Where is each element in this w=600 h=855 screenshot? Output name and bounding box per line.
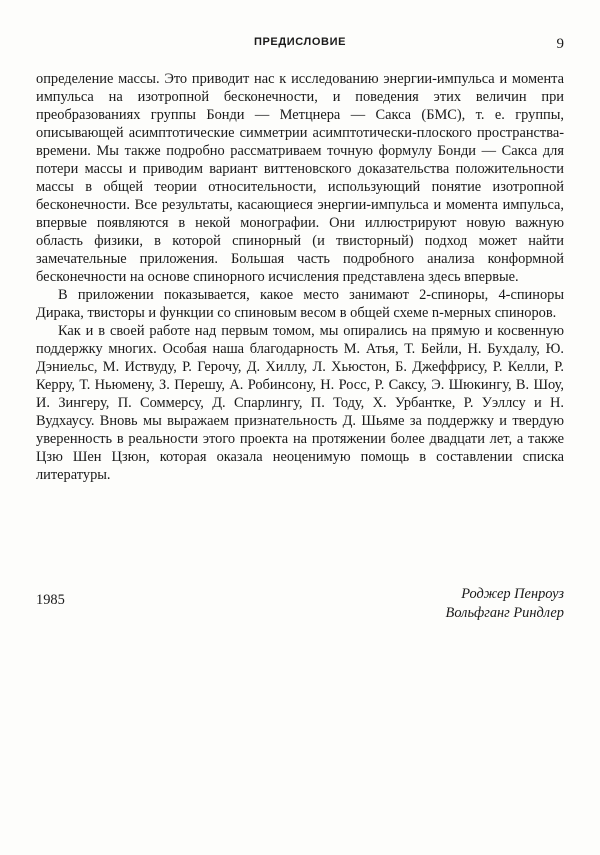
body-text [36, 70, 564, 484]
paragraph-continued: определение массы. Это приводит нас к исследованию энергии-импульса и момента импульса на изотропной бесконечности, и поведения этих величин при преобразованиях группы Бонди — Метцнера — Сакса (БМС), т. е. группы, описывающей асимптотические симметрии асимптотически-плоского пространства-времени. Мы также подробно рассматриваем точную формулу Бонди — Сакса для потери массы и приводим вариант виттеновского доказательства положительности массы в общей теории относительности, использующий понятие изотропной бесконечности. Все результаты, касающиеся энергии-импульса и момента импульса, впервые появляются в некой монографии. Они иллюстрируют новую важную область физики, в которой спинорный (и твисторный) подход может найти замечательные приложения. Большая часть подробного анализа конформной бесконечности на основе спинорного исчисления представлена здесь впервые. [36, 71, 564, 285]
year: 1985 [36, 592, 65, 608]
paragraph-appendix: В приложении показывается, какое место занимают 2-спиноры, 4-спиноры Дирака, твисторы и функции со спиновым весом в общей схеме n-мерных спиноров. [36, 287, 564, 321]
author-name: Роджер Пенроуз [461, 586, 564, 602]
running-head [36, 36, 564, 56]
paragraph-acknowledgements: Как и в своей работе над первым томом, мы опирались на прямую и косвенную поддержку многих. Особая наша благодарность М. Атья, Т. Бейли, Н. Бухдалу, Ю. Дэниельс, М. Иствуду, Р. Герочу, Д. Хиллу, Л. Хьюстон, Б. Джеффрису, Р. Келли, Р. Керру, Т. Ньюмену, З. Перешу, А. Робинсону, Н. Росс, Р. Саксу, Э. Шюкингу, В. Шоу, И. Зингеру, П. Соммерсу, Д. Спарлингу, П. Тоду, Х. Урбантке, Р. Уэллсу и Н. Вудхаусу. Вновь мы выражаем признательность Д. Шьяме за поддержку и твердую уверенность в реальности этого проекта на протяжении более двадцати лет, а также Цзю Шен Цзюн, которая оказала неоценимую помощь в составлении списка литературы. [36, 323, 564, 483]
signature-block [36, 585, 564, 625]
chapter-title: ПРЕДИСЛОВИЕ [253, 36, 347, 48]
page-number: 9 [556, 36, 564, 52]
author-name: Вольфганг Риндлер [445, 605, 564, 621]
authors [446, 585, 564, 623]
